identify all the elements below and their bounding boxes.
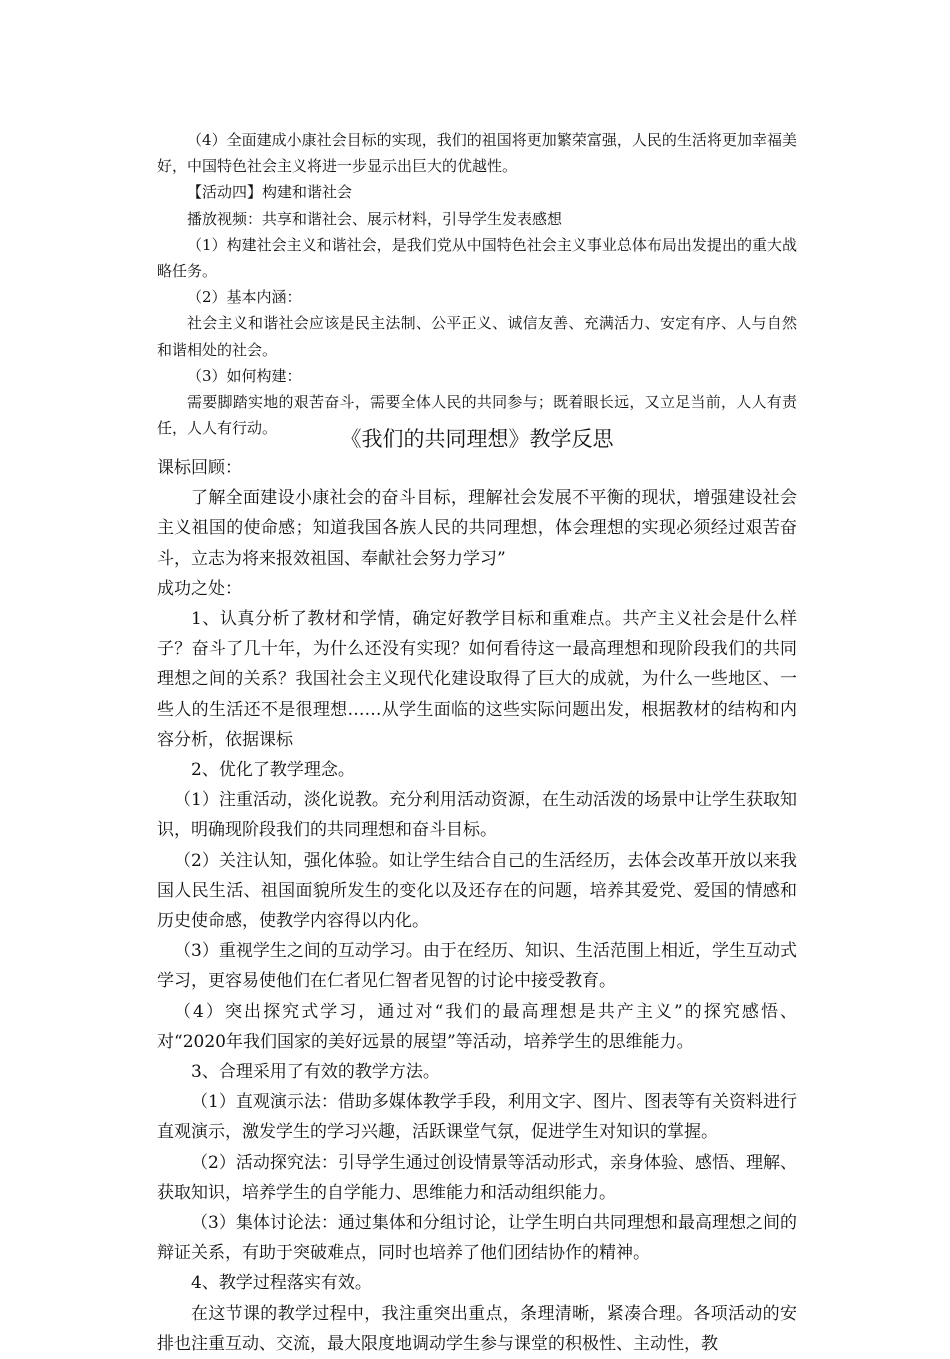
reflection-title: 《我们的共同理想》教学反思 [340,427,614,451]
paragraph: 1、认真分析了教材和学情，确定好教学目标和重难点。共产主义社会是什么样子？奋斗了几十年，为什么还没有实现？如何看待这一最高理想和现阶段我们的共同理想之间的关系？我国社会主义现代化建设取得了巨大的成就，为什么一些地区、一些人的生活还不是很理想……从学生面临的这些实际问题出发，根据教材的结构和内容分析，依据课标 [157,609,797,750]
paragraph: （3）重视学生之间的互动学习。由于在经历、知识、生活范围上相近，学生互动式学习，更容易使他们在仁者见仁智者见智的讨论中接受教育。 [157,941,797,992]
paragraph: （2）关注认知，强化体验。如让学生结合自己的生活经历，去体会改革开放以来我国人民生活、祖国面貌所发生的变化以及还存在的问题，培养其爱党、爱国的情感和历史使命感，使教学内容得以内化。 [157,850,797,932]
paragraph: 4、教学过程落实有效。 [191,1273,372,1294]
paragraph: 在这节课的教学过程中，我注重突出重点，条理清晰，紧凑合理。各项活动的安排也注重互动、交流，最大限度地调动学生参与课堂的积极性、主动性，教 [157,1303,797,1354]
paragraph: 了解全面建设小康社会的奋斗目标，理解社会发展不平衡的现状，增强建设社会主义祖国的使命感；知道我国各族人民的共同理想，体会理想的实现必须经过艰苦奋斗，立志为将来报效祖国、奉献社会努力学习” [157,488,797,569]
paragraph: （1）构建社会主义和谐社会，是我们党从中国特色社会主义事业总体布局出发提出的重大战略任务。 [157,235,797,281]
paragraph: （1）直观演示法：借助多媒体教学手段，利用文字、图片、图表等有关资料进行直观演示，激发学生的学习兴趣，活跃课堂气氛，促进学生对知识的掌握。 [157,1092,797,1143]
paragraph: 社会主义和谐社会应该是民主法制、公平正义、诚信友善、充满活力、安定有序、人与自然和谐相处的社会。 [157,314,797,359]
paragraph: （2）基本内涵： [187,288,302,307]
paragraph: （1）注重活动，淡化说教。充分利用活动资源，在生动活泼的场景中让学生获取知识，明确现阶段我们的共同理想和奋斗目标。 [157,790,797,841]
paragraph: （2）活动探究法：引导学生通过创设情景等活动形式，亲身体验、感悟、理解、获取知识，培养学生的自学能力、思维能力和活动组织能力。 [157,1152,797,1203]
paragraph: 需要脚踏实地的艰苦奋斗，需要全体人民的共同参与；既着眼长远，又立足当前，人人有责任，人人有行动。 [157,393,797,438]
paragraph: （4）突出探究式学习，通过对“我们的最高理想是共产主义”的探究感悟、对“2020年我们国家的美好远景的展望”等活动，培养学生的思维能力。 [157,1001,797,1052]
paragraph: （3）如何构建： [187,366,302,385]
paragraph: 3、合理采用了有效的教学方法。 [191,1062,440,1083]
paragraph: 播放视频：共享和谐社会、展示材料，引导学生发表感想 [187,209,563,228]
reflection-section [157,453,797,1359]
paragraph: （4）全面建成小康社会目标的实现，我们的祖国将更加繁荣富强，人民的生活将更加幸福美好，中国特色社会主义将进一步显示出巨大的优越性。 [157,131,797,176]
activity-heading: 【活动四】构建和谐社会 [187,183,353,202]
paragraph: 2、优化了教学理念。 [191,760,355,781]
lesson-plan-section [157,127,797,441]
section-heading: 课标回顾： [157,458,242,478]
paragraph: （3）集体讨论法：通过集体和分组讨论，让学生明白共同理想和最高理想之间的辩证关系，有助于突破难点，同时也培养了他们团结协作的精神。 [157,1213,797,1264]
reflection-title-wrap [157,423,797,457]
section-heading: 成功之处： [157,578,242,599]
